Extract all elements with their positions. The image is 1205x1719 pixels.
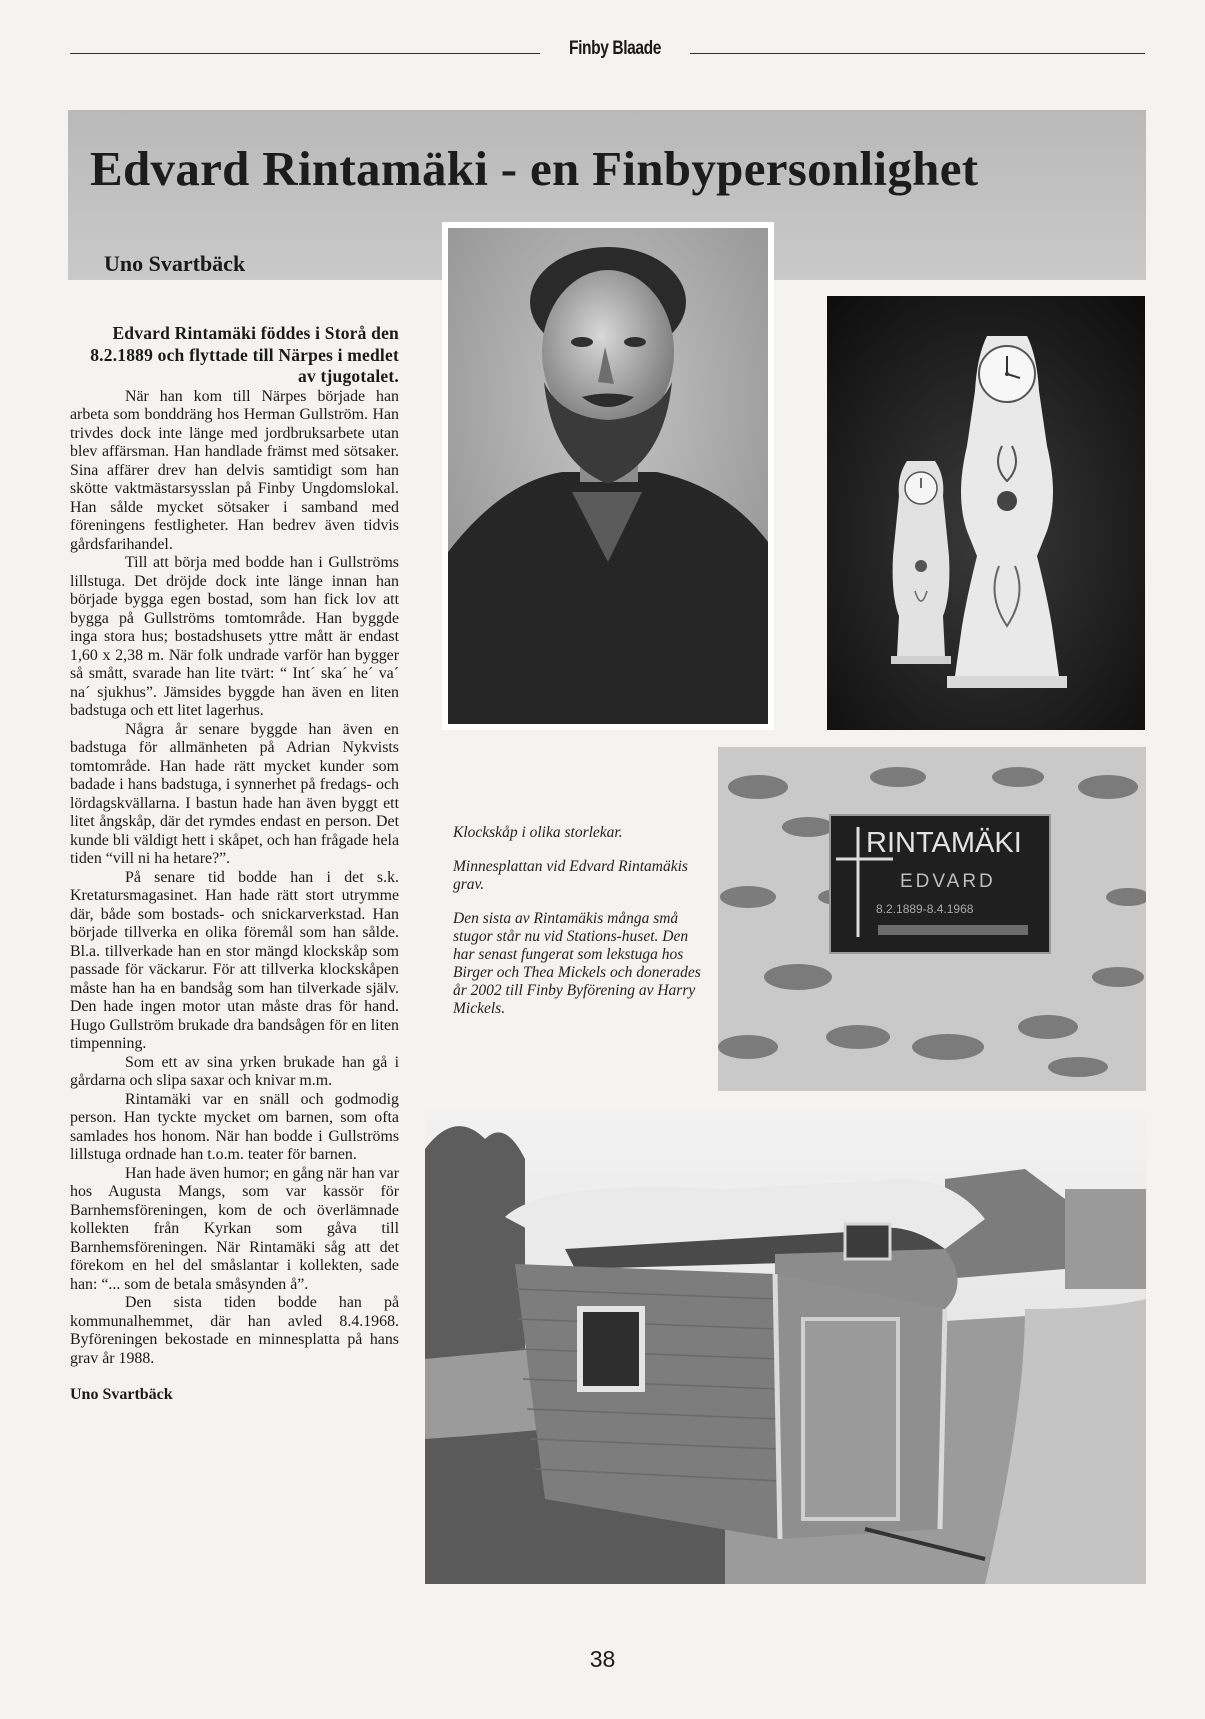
article-paragraph: Som ett av sina yrken brukade han gå i gårdarna och slipa saxar och knivar m.m. — [70, 1053, 399, 1089]
clocks-photo — [827, 296, 1145, 730]
article-signature: Uno Svartbäck — [70, 1386, 173, 1403]
article-paragraph: Några år senare byggde han även en badstuga för allmänheten på Adrian Nykvists tomtområde. Han hade rätt mycket kunder som badade i hans badstuga, i synnerhet på fredags- och lördagskvällarna. I bastun hade han även byggt ett litet ångskåp, där det rymdes endast en person. Det kunde bli väldigt hett i skåpet, och han frågade hela tiden “vill ni ha hetare?”. — [70, 720, 399, 867]
portrait-photo — [442, 222, 774, 730]
plaque-dates: 8.2.1889-8.4.1968 — [876, 902, 974, 916]
plaque-first-name: EDVARD — [900, 871, 996, 892]
article-paragraph: På senare tid bodde han i det s.k. Kretatursmagasinet. Han hade rätt stort utrymme där, både som bostads- och snickarverkstad. Han började tillverka en olika föremål som han sålde. Bl.a. tillverkade han en stor mängd klockskåp som passade för väckarur. För att tillverka klockskåpen måste han ha en bandsåg som han tilverkade själv. Den hade ingen motor utan måste dras för hand. Hugo Gullström brukade dra bandsågen för en liten timpenning. — [70, 868, 399, 1052]
article-paragraph: Rintamäki var en snäll och godmodig person. Han tyckte mycket om barnen, som ofta samlades hos honom. När han bodde i Gullströms lillstuga ordnade han t.o.m. teater för barnen. — [70, 1090, 399, 1163]
caption-clocks: Klockskåp i olika storlekar. — [453, 824, 623, 841]
shed-photo — [425, 1109, 1146, 1584]
header-rule-left — [70, 53, 540, 54]
caption-shed: Den sista av Rintamäkis många små stugor står nu vid Stations-huset. Den har senast fungerat som lekstuga hos Birger och Thea Mickels och donerades år 2002 till Finby Byförening av Harry Mickels. — [453, 910, 701, 1017]
article-body — [70, 323, 399, 1405]
article-title: Edvard Rintamäki - en Finbypersonlighet — [90, 141, 979, 196]
author-byline: Uno Svartbäck — [104, 251, 246, 276]
plaque-surname: RINTAMÄKI — [866, 827, 1022, 859]
running-header — [70, 38, 1145, 68]
article-paragraph: När han kom till Närpes började han arbeta som bonddräng hos Herman Gullström. Han trivdes dock inte länge med jordbruksarbete utan blev affärsman. Han handlade främst med sötsaker. Sina affärer drev han delvis samtidigt som han skötte vaktmästarsysslan på Finby Ungdomslokal. Han sålde mycket sötsaker i samband med föreningens festligheter. Han bedrev även tidvis gårdsfarihandel. — [70, 387, 399, 553]
header-rule-right — [690, 53, 1145, 54]
page-number: 38 — [589, 1646, 616, 1672]
grave-photo — [718, 747, 1146, 1091]
caption-grave: Minnesplattan vid Edvard Rintamäkis grav. — [453, 858, 688, 893]
publication-name: Finby Blaade — [568, 38, 662, 59]
article-paragraph: Han hade även humor; en gång när han var hos Augusta Mangs, som var kassör för Barnhemsföreningen, kom de och överlämnade kollekten från Kyrkan som gåva till Barnhemsföreningen. När Rintamäki såg att det förekom en hel del småslantar i kollekten, sade han: “... som de betala småsynden å”. — [70, 1164, 399, 1293]
article-lead: Edvard Rintamäki föddes i Storå den 8.2.1889 och flyttade till Närpes i medlet av tjugotalet. — [90, 323, 399, 386]
photo-captions — [453, 824, 703, 1034]
article-paragraph: Den sista tiden bodde han på kommunalhemmet, där han avled 8.4.1968. Byföreningen bekostade en minnesplatta på hans grav år 1988. — [70, 1294, 399, 1367]
article-paragraph: Till att börja med bodde han i Gullströms lillstuga. Det dröjde dock inte länge innan han började bygga egen bostad, som han fick lov att bygga på Gullströms tomtområde. Han byggde inga stora hus; bostadshusets yttre mått är endast 1,60 x 2,38 m. När folk undrade varför han bygger så smått, svarade han lite tvärt: “ Int´ ska´ he´ va´ na´ sjukhus”. Jämsides byggde han även en liten badstuga och ett litet lagerhus. — [70, 554, 399, 719]
